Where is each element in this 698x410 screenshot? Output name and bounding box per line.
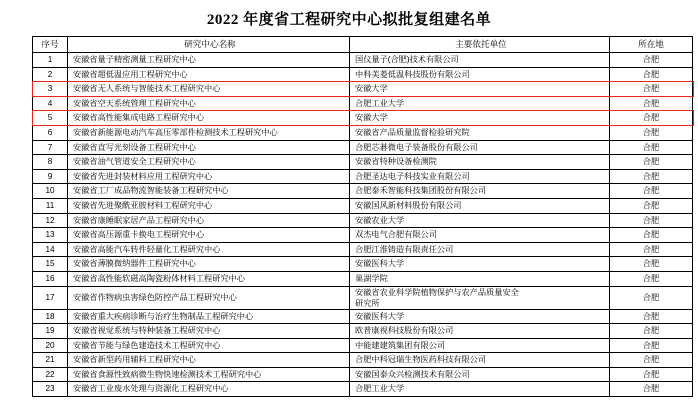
cell-index: 4 (33, 96, 68, 111)
cell-center-name: 安徽省节能与绿色建造技术工程研究中心 (68, 338, 350, 353)
cell-index: 10 (33, 184, 68, 199)
cell-center-name: 安徽省高压源重卡换电工程研究中心 (68, 228, 350, 243)
cell-index: 13 (33, 228, 68, 243)
cell-unit: 中科美菱低温科技股份有限公司 (350, 67, 610, 82)
table-row (33, 324, 693, 339)
table-row (33, 286, 693, 309)
cell-location: 合肥 (610, 213, 693, 228)
cell-location: 合肥 (610, 184, 693, 199)
table-row (33, 184, 693, 199)
cell-unit: 安徽大学 (350, 111, 610, 126)
cell-center-name: 安徽省新型药用辅料工程研究中心 (68, 353, 350, 368)
table-row (33, 82, 693, 97)
cell-center-name: 安徽省薄膜微纳器件工程研究中心 (68, 257, 350, 272)
table-row (33, 198, 693, 213)
column-header-index: 序号 (33, 37, 68, 53)
cell-index: 21 (33, 353, 68, 368)
cell-center-name: 安徽省直写光刻设备工程研究中心 (68, 140, 350, 155)
cell-unit: 安徽医科大学 (350, 257, 610, 272)
cell-index: 5 (33, 111, 68, 126)
cell-location: 合肥 (610, 286, 693, 309)
cell-unit: 合肥工业大学 (350, 96, 610, 111)
table-header-row (33, 37, 693, 53)
cell-location: 合肥 (610, 271, 693, 286)
cell-index: 7 (33, 140, 68, 155)
cell-center-name: 安徽省高性能软磁高陶瓷粉体材料工程研究中心 (68, 271, 350, 286)
cell-location: 合肥 (610, 82, 693, 97)
cell-unit: 巢湖学院 (350, 271, 610, 286)
cell-center-name: 安徽省超低温应用工程研究中心 (68, 67, 350, 82)
cell-location: 合肥 (610, 353, 693, 368)
cell-location: 合肥 (610, 228, 693, 243)
cell-index: 15 (33, 257, 68, 272)
cell-center-name: 安徽省量子精密测量工程研究中心 (68, 53, 350, 68)
cell-location: 合肥 (610, 155, 693, 170)
cell-index: 18 (33, 309, 68, 324)
cell-unit: 安徽省农业科学院植物保护与农产品质量安全 研究所 (350, 286, 610, 309)
table-row (33, 53, 693, 68)
cell-location: 合肥 (610, 309, 693, 324)
cell-center-name: 安徽省作物病虫害绿色防控产品工程研究中心 (68, 286, 350, 309)
cell-index: 1 (33, 53, 68, 68)
table-container (0, 36, 698, 397)
cell-index: 8 (33, 155, 68, 170)
cell-unit: 安徽大学 (350, 82, 610, 97)
cell-unit: 安徽国风新材料股份有限公司 (350, 198, 610, 213)
table-row (33, 367, 693, 382)
cell-center-name: 安徽省康睡眠家居产品工程研究中心 (68, 213, 350, 228)
table-header (33, 37, 693, 53)
table-row (33, 140, 693, 155)
cell-index: 22 (33, 367, 68, 382)
table-row (33, 96, 693, 111)
cell-index: 6 (33, 125, 68, 140)
cell-unit: 安徽医科大学 (350, 309, 610, 324)
cell-center-name: 安徽省油气管道安全工程研究中心 (68, 155, 350, 170)
cell-location: 合肥 (610, 111, 693, 126)
cell-center-name: 安徽省高能汽车转件轻量化工程研究中心 (68, 242, 350, 257)
table-row (33, 155, 693, 170)
cell-unit: 合肥中科冠瑞生物医药科技有限公司 (350, 353, 610, 368)
cell-location: 合肥 (610, 53, 693, 68)
table-row (33, 169, 693, 184)
cell-unit: 安徽省产品质量监督检验研究院 (350, 125, 610, 140)
table-row (33, 382, 693, 397)
cell-unit: 安徽农业大学 (350, 213, 610, 228)
cell-location: 合肥 (610, 67, 693, 82)
cell-location: 合肥 (610, 125, 693, 140)
cell-location: 合肥 (610, 257, 693, 272)
cell-unit: 中能建建筑集团有限公司 (350, 338, 610, 353)
table-row (33, 67, 693, 82)
cell-unit: 欧普康视科技股份有限公司 (350, 324, 610, 339)
cell-center-name: 安徽省工业废水处理与资源化工程研究中心 (68, 382, 350, 397)
cell-unit: 国仪量子(合肥)技术有限公司 (350, 53, 610, 68)
cell-location: 合肥 (610, 367, 693, 382)
cell-center-name: 安徽省先进封装材料应用工程研究中心 (68, 169, 350, 184)
cell-location: 合肥 (610, 198, 693, 213)
cell-unit: 合肥圣达电子科技实业有限公司 (350, 169, 610, 184)
table-row (33, 309, 693, 324)
cell-unit: 双杰电气合肥有限公司 (350, 228, 610, 243)
cell-center-name: 安徽省空天系统管理工程研究中心 (68, 96, 350, 111)
cell-center-name: 安徽省新能源电动汽车高压零部件检测技术工程研究中心 (68, 125, 350, 140)
cell-unit: 安徽国泰众兴检测技术有限公司 (350, 367, 610, 382)
approval-list-table (32, 36, 693, 397)
cell-location: 合肥 (610, 96, 693, 111)
cell-center-name: 安徽省食源性致病微生物快速检测技术工程研究中心 (68, 367, 350, 382)
cell-location: 合肥 (610, 338, 693, 353)
cell-location: 合肥 (610, 169, 693, 184)
table-body (33, 53, 693, 397)
table-row (33, 111, 693, 126)
cell-center-name: 安徽省重大疾病诊断与治疗生物制品工程研究中心 (68, 309, 350, 324)
cell-center-name: 安徽省无人系统与智能技术工程研究中心 (68, 82, 350, 97)
table-row (33, 125, 693, 140)
cell-index: 16 (33, 271, 68, 286)
cell-index: 19 (33, 324, 68, 339)
cell-index: 11 (33, 198, 68, 213)
cell-index: 14 (33, 242, 68, 257)
cell-location: 合肥 (610, 324, 693, 339)
cell-index: 23 (33, 382, 68, 397)
cell-index: 2 (33, 67, 68, 82)
page-title: 2022 年度省工程研究中心拟批复组建名单 (206, 12, 492, 28)
cell-unit: 合肥工业大学 (350, 382, 610, 397)
cell-location: 合肥 (610, 140, 693, 155)
cell-index: 12 (33, 213, 68, 228)
cell-unit: 合肥泰禾智能科技集团股份有限公司 (350, 184, 610, 199)
cell-unit: 合肥江淮铸造有限责任公司 (350, 242, 610, 257)
cell-unit: 合肥芯碁微电子装备股份有限公司 (350, 140, 610, 155)
table-row (33, 228, 693, 243)
table-row (33, 242, 693, 257)
cell-center-name: 安徽省工厂成品物流智能装备工程研究中心 (68, 184, 350, 199)
table-row (33, 257, 693, 272)
table-row (33, 213, 693, 228)
cell-location: 合肥 (610, 382, 693, 397)
table-row (33, 353, 693, 368)
cell-center-name: 安徽省先进聚酰亚胺材料工程研究中心 (68, 198, 350, 213)
cell-center-name: 安徽省视觉系统与特种装备工程研究中心 (68, 324, 350, 339)
cell-index: 20 (33, 338, 68, 353)
cell-index: 9 (33, 169, 68, 184)
cell-location: 合肥 (610, 242, 693, 257)
column-header-center-name: 研究中心名称 (68, 37, 350, 53)
column-header-unit: 主要依托单位 (350, 37, 610, 53)
cell-index: 3 (33, 82, 68, 97)
cell-unit: 安徽省特种设备检测院 (350, 155, 610, 170)
cell-index: 17 (33, 286, 68, 309)
table-row (33, 338, 693, 353)
table-row (33, 271, 693, 286)
column-header-location: 所在地 (610, 37, 693, 53)
cell-center-name: 安徽省高性能集成电路工程研究中心 (68, 111, 350, 126)
